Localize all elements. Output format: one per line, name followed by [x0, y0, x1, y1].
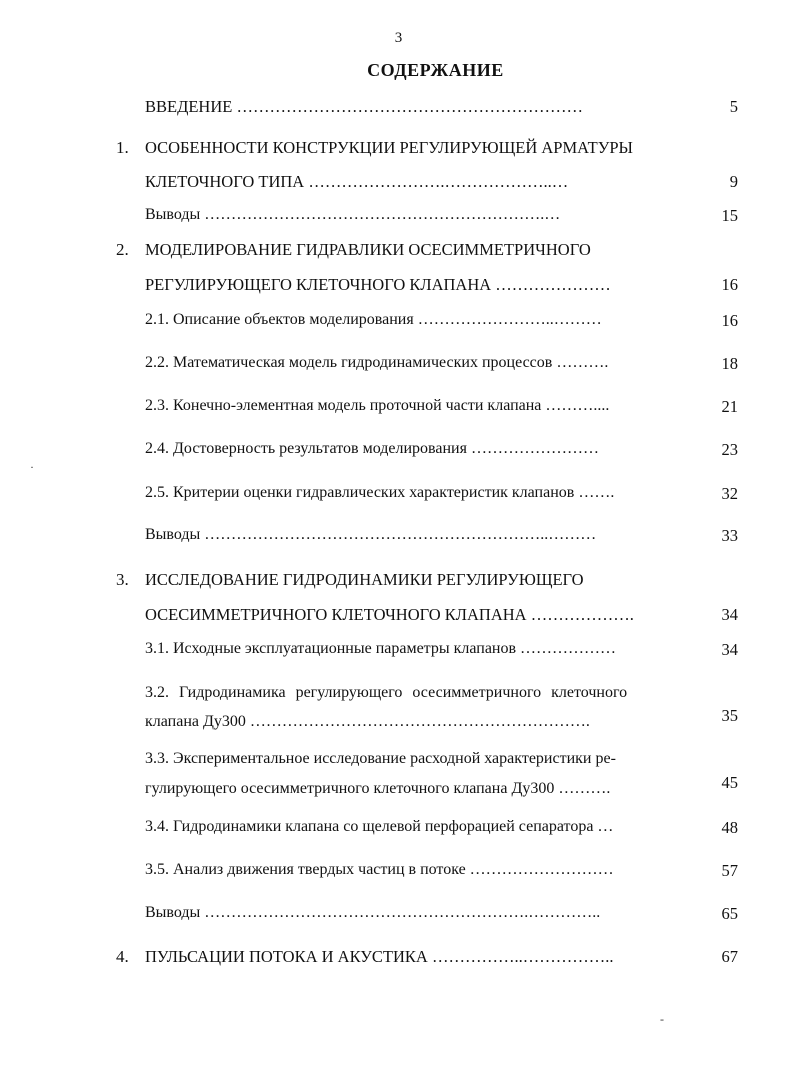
section-3-4-page: 48	[721, 818, 738, 837]
section-3-2-line-1: 3.2. Гидродинамика регулирующего осесимметричного клеточного	[145, 684, 628, 701]
chapter-2-conclusions-page: 33	[721, 526, 738, 545]
chapter-1-conclusions: Выводы ……………………………………………………….…	[145, 206, 561, 223]
section-2-5: 2.5. Критерии оценки гидравлических характеристик клапанов …….	[145, 484, 615, 501]
section-2-1-page: 16	[721, 311, 738, 330]
chapter-3-title-line-1: ИССЛЕДОВАНИЕ ГИДРОДИНАМИКИ РЕГУЛИРУЮЩЕГО	[145, 570, 584, 589]
chapter-3-conclusions: Выводы …………………………………………………….…………..	[145, 904, 601, 921]
section-2-2-page: 18	[721, 354, 738, 373]
section-3-1: 3.1. Исходные эксплуатационные параметры клапанов ………………	[145, 640, 617, 657]
section-3-5-page: 57	[721, 861, 738, 880]
document-title: СОДЕРЖАНИЕ	[367, 60, 504, 80]
section-3-1-page: 34	[721, 640, 738, 659]
chapter-2-conclusions: Выводы ………………………………………………………..………	[145, 526, 597, 543]
toc-entry-introduction: ВВЕДЕНИЕ ………………………………………………………	[145, 97, 583, 116]
section-2-1: 2.1. Описание объектов моделирования ……………………..………	[145, 311, 602, 328]
chapter-4-title: ПУЛЬСАЦИИ ПОТОКА И АКУСТИКА ……………..……………..	[145, 947, 614, 966]
section-3-5: 3.5. Анализ движения твердых частиц в потоке ………………………	[145, 861, 614, 878]
section-2-3-page: 21	[721, 397, 738, 416]
section-3-3-line-2: гулирующего осесимметричного клеточного клапана Ду300 ……….	[145, 780, 611, 797]
section-2-4-page: 23	[721, 440, 738, 459]
scan-speck: ·	[30, 460, 34, 474]
section-2-3: 2.3. Конечно-элементная модель проточной части клапана ………....	[145, 397, 610, 414]
chapter-2-number: 2.	[116, 240, 129, 259]
chapter-4-number: 4.	[116, 947, 129, 966]
chapter-1-title-line-1: ОСОБЕННОСТИ КОНСТРУКЦИИ РЕГУЛИРУЮЩЕЙ АРМАТУРЫ	[145, 138, 633, 157]
chapter-1-number: 1.	[116, 138, 129, 157]
page-number: 3	[394, 30, 403, 46]
section-2-5-page: 32	[721, 484, 738, 503]
chapter-2-title-line-2: РЕГУЛИРУЮЩЕГО КЛЕТОЧНОГО КЛАПАНА …………………	[145, 275, 611, 294]
chapter-2-page: 16	[721, 275, 738, 294]
chapter-1-title-line-2: КЛЕТОЧНОГО ТИПА …………………….………………..…	[145, 172, 569, 191]
chapter-1-page: 9	[729, 172, 738, 191]
chapter-3-page: 34	[721, 605, 738, 624]
section-3-3-page: 45	[721, 773, 738, 792]
section-2-4: 2.4. Достоверность результатов моделирования ……………………	[145, 440, 599, 457]
section-3-2-page: 35	[721, 706, 738, 725]
section-3-2-line-2: клапана Ду300 ……………………………………………………….	[145, 713, 590, 730]
section-2-2: 2.2. Математическая модель гидродинамических процессов ……….	[145, 354, 609, 371]
chapter-2-title-line-1: МОДЕЛИРОВАНИЕ ГИДРАВЛИКИ ОСЕСИММЕТРИЧНОГО	[145, 240, 591, 259]
chapter-4-page: 67	[721, 947, 738, 966]
chapter-1-conclusions-page: 15	[721, 206, 738, 225]
chapter-3-title-line-2: ОСЕСИММЕТРИЧНОГО КЛЕТОЧНОГО КЛАПАНА ……………….	[145, 605, 634, 624]
scan-speck: -	[660, 1012, 664, 1026]
chapter-3-conclusions-page: 65	[721, 904, 738, 923]
section-3-4: 3.4. Гидродинамики клапана со щелевой перфорацией сепаратора …	[145, 818, 614, 835]
section-3-3-line-1: 3.3. Экспериментальное исследование расходной характеристики ре-	[145, 750, 616, 767]
chapter-3-number: 3.	[116, 570, 129, 589]
toc-page-introduction: 5	[729, 97, 738, 116]
